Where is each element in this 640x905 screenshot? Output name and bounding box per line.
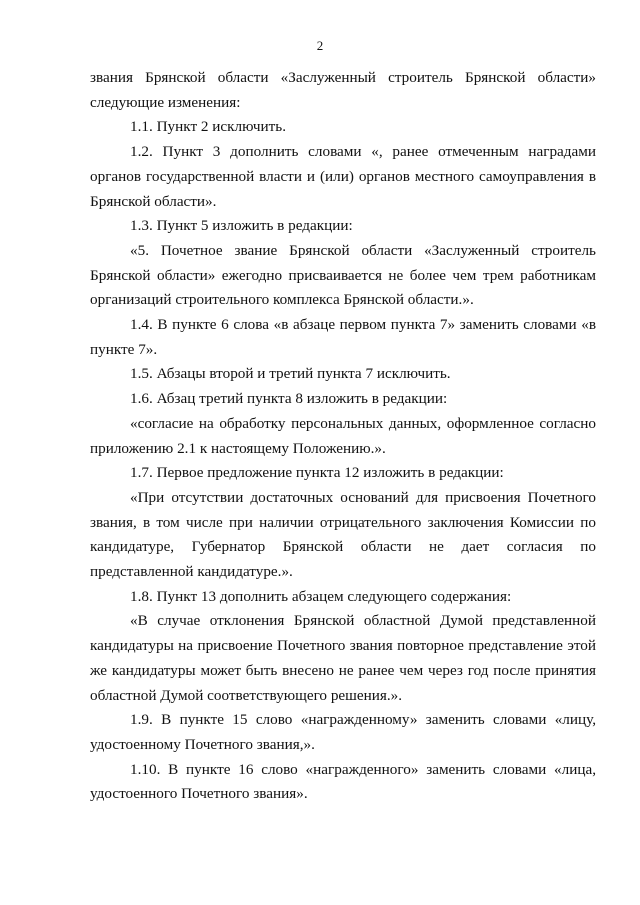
document-body xyxy=(90,66,596,807)
paragraph-1-10: 1.10. В пункте 16 слово «награжденного» заменить словами «лица, удостоенного Почетного звания». xyxy=(90,760,596,803)
paragraph-1-4: 1.4. В пункте 6 слова «в абзаце первом пункта 7» заменить словами «в пункте 7». xyxy=(90,316,596,358)
page-number: 2 xyxy=(316,38,324,53)
paragraph-1-7-quote: «При отсутствии достаточных оснований для присвоения Почетного звания, в том числе при наличии отрицательного заключения Комиссии по кандидатуре, Губернатор Брянской области не дает согласия по представленной кандидатуре.». xyxy=(90,488,596,581)
paragraph-1-3: 1.3. Пункт 5 изложить в редакции: xyxy=(130,217,353,235)
paragraph-1-6: 1.6. Абзац третий пункта 8 изложить в редакции: xyxy=(130,390,448,408)
paragraph-intro: звания Брянской области «Заслуженный строитель Брянской области» следующие изменения: xyxy=(90,69,596,111)
paragraph-1-3-quote: «5. Почетное звание Брянской области «Заслуженный строитель Брянской области» ежегодно присваивается не более чем трем работникам организаций строительного комплекса Брянской области.». xyxy=(90,241,596,309)
paragraph-1-7: 1.7. Первое предложение пункта 12 изложить в редакции: xyxy=(130,464,504,482)
paragraph-1-9: 1.9. В пункте 15 слово «награжденному» заменить словами «лицу, удостоенному Почетного звания,». xyxy=(90,711,596,753)
paragraph-1-5: 1.5. Абзацы второй и третий пункта 7 исключить. xyxy=(130,365,451,383)
paragraph-1-1: 1.1. Пункт 2 исключить. xyxy=(130,118,286,136)
paragraph-1-2: 1.2. Пункт 3 дополнить словами «, ранее отмеченным наградами органов государственной власти и (или) органов местного самоуправления в Брянской области». xyxy=(90,143,596,210)
paragraph-1-8: 1.8. Пункт 13 дополнить абзацем следующего содержания: xyxy=(130,587,512,605)
paragraph-1-8-quote: «В случае отклонения Брянской областной Думой представленной кандидатуры на присвоение Почетного звания повторное представление этой же кандидатуры может быть внесено не ранее чем через год после принятия областной Думой соответствующего решения.». xyxy=(90,612,596,704)
paragraph-1-6-quote: «согласие на обработку персональных данных, оформленное согласно приложению 2.1 к настоящему Положению.». xyxy=(90,414,596,457)
